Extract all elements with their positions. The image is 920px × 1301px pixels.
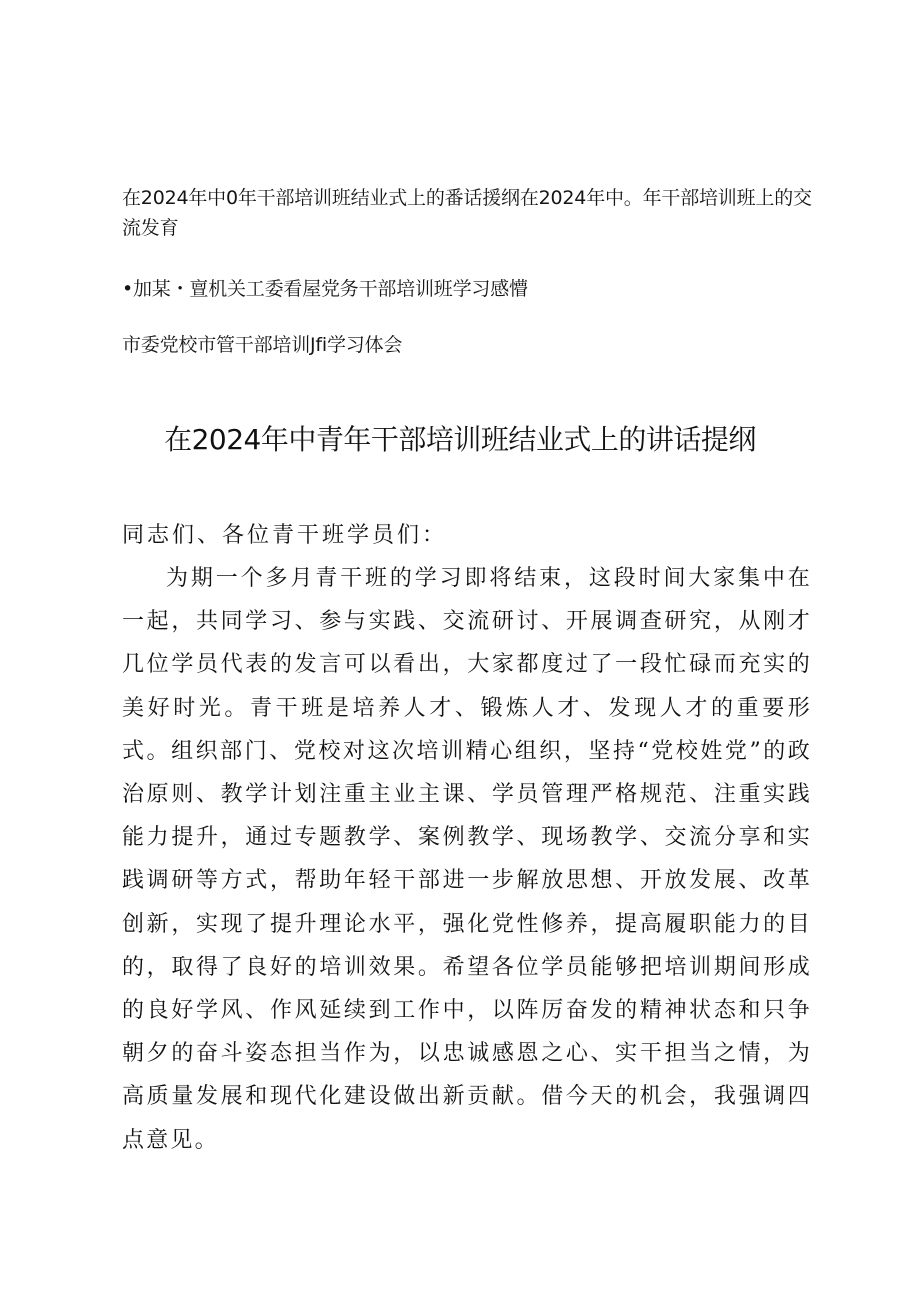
body-paragraph-1: 为期一个多月青干班的学习即将结束，这段时间大家集中在一起，共同学习、参与实践、交流研讨、开展调查研究，从刚才几位学员代表的发言可以看出，大家都度过了一段忙碌而充实的美好时光。青干班是培养人才、锻炼人才、发现人才的重要形式。组织部门、党校对这次培训精心组织，坚持“党校姓党”的政治原则、教学计划注重主业主课、学员管理严格规范、注重实践能力提升，通过专题教学、案例教学、现场教学、交流分享和实践调研等方式，帮助年轻干部进一步解放思想、开放发展、改革创新，实现了提升理论水平，强化党性修养，提高履职能力的目的，取得了良好的培训效果。希望各位学员能够把培训期间形成的良好学风、作风延续到工作中，以阵厉奋发的精神状态和只争朝夕的奋斗姿态担当作为，以忠诚感恩之心、实干担当之情，为高质量发展和现代化建设做出新贡献。借今天的机会，我强调四点意见。 [122,566,812,1153]
toc-item-2 [122,274,812,304]
document-body [122,514,812,1162]
toc-item-3-text: 市委党校市管干部培训Jfi学习体会 [122,334,403,356]
document-title: 在2024年中青年干部培训班结业式上的讲话提纲 [164,423,756,456]
toc-item-1 [122,183,812,243]
toc-item-1-text: 在2024年中0年干部培训班结业式上的番话援纲在2024年中。年干部培训班上的交流发育 [122,187,812,239]
toc-item-2-text: •加某・亶机关工委看屋党务干部培训班学习感懵 [122,278,528,300]
toc-item-3 [122,330,812,360]
salutation: 同志们、各位青干班学员们： [122,523,448,548]
